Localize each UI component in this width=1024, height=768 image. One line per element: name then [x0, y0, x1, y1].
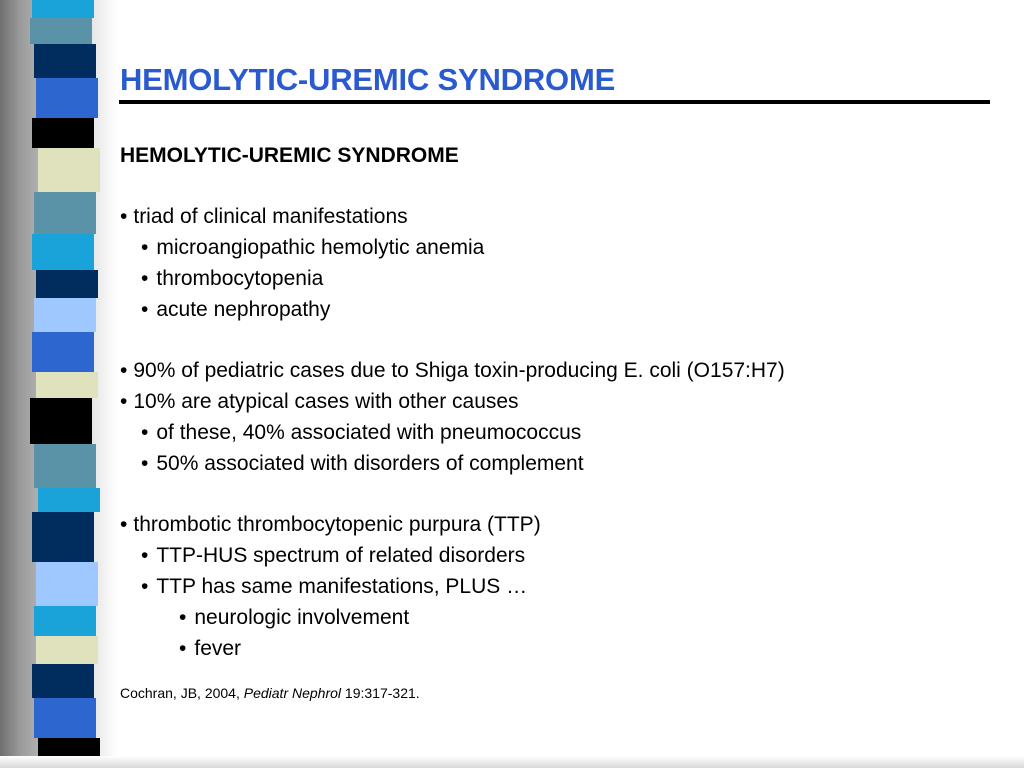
stripe	[32, 512, 94, 562]
slide-body	[120, 140, 1000, 704]
stripe	[32, 234, 94, 270]
bullet-icon: •	[120, 390, 128, 413]
bullet-text: microangiopathic hemolytic anemia	[156, 236, 485, 259]
stripe	[30, 398, 92, 444]
sub-bullet-item	[120, 263, 1000, 294]
slide-title: HEMOLYTIC-UREMIC SYNDROME	[120, 62, 616, 97]
bullet-text: 10% are atypical cases with other causes	[133, 390, 519, 413]
section-heading: HEMOLYTIC-UREMIC SYNDROME	[120, 144, 459, 167]
title-underline	[119, 100, 990, 104]
sub-bullet-item	[120, 232, 1000, 263]
decorative-stripe-column	[30, 0, 100, 768]
sub-sub-bullet-item	[120, 633, 1000, 664]
spacer	[120, 171, 1000, 201]
bottom-shadow	[0, 756, 1024, 768]
stripe	[32, 664, 94, 698]
bullet-text: triad of clinical manifestations	[133, 205, 408, 228]
citation	[120, 682, 1000, 704]
bullet-icon: •	[141, 298, 149, 321]
bullet-icon: •	[141, 267, 149, 290]
spacer	[120, 325, 1000, 355]
sub-sub-bullet-item	[120, 602, 1000, 633]
stripe	[36, 270, 98, 298]
stripe	[34, 444, 96, 488]
bullet-item	[120, 355, 1000, 386]
bullet-text: neurologic involvement	[194, 606, 410, 629]
bullet-icon: •	[141, 452, 149, 475]
bullet-icon: •	[141, 236, 149, 259]
bullet-icon: •	[141, 544, 149, 567]
stripe	[32, 118, 94, 148]
sub-bullet-item	[120, 294, 1000, 325]
citation-journal: Pediatr Nephrol	[243, 685, 342, 701]
citation-details: 19:317-321.	[341, 685, 420, 701]
stripe	[36, 372, 98, 398]
stripe	[30, 18, 92, 44]
bullet-icon: •	[179, 637, 187, 660]
stripe	[36, 636, 98, 664]
stripe	[38, 488, 100, 512]
bullet-text: thrombocytopenia	[156, 267, 324, 290]
bullet-icon: •	[120, 513, 128, 536]
bullet-item	[120, 386, 1000, 417]
sub-bullet-item	[120, 540, 1000, 571]
stripe	[34, 192, 96, 234]
stripe	[32, 0, 94, 18]
bullet-item	[120, 201, 1000, 232]
bullet-text: thrombotic thrombocytopenic purpura (TTP)	[133, 513, 541, 536]
citation-authors: Cochran, JB, 2004,	[120, 685, 244, 701]
bullet-icon: •	[120, 359, 128, 382]
stripe	[34, 298, 96, 332]
sub-bullet-item	[120, 448, 1000, 479]
sub-bullet-item	[120, 571, 1000, 602]
stripe	[32, 332, 94, 372]
bullet-icon: •	[179, 606, 187, 629]
stripe	[34, 698, 96, 738]
bullet-text: fever	[194, 637, 242, 660]
bullet-text: acute nephropathy	[156, 298, 331, 321]
stripe	[38, 148, 100, 192]
bullet-text: of these, 40% associated with pneumococcus	[156, 421, 582, 444]
bullet-icon: •	[141, 575, 149, 598]
bullet-icon: •	[141, 421, 149, 444]
stripe	[36, 78, 98, 118]
stripe	[34, 606, 96, 636]
bullet-text: TTP-HUS spectrum of related disorders	[156, 544, 526, 567]
bullet-icon: •	[120, 205, 128, 228]
bullet-text: TTP has same manifestations, PLUS …	[156, 575, 528, 598]
spacer	[120, 479, 1000, 509]
spacer	[120, 664, 1000, 674]
bullet-item	[120, 509, 1000, 540]
bullet-text: 90% of pediatric cases due to Shiga toxin-producing E. coli (O157:H7)	[133, 359, 785, 382]
stripe	[34, 44, 96, 78]
sub-bullet-item	[120, 417, 1000, 448]
stripe	[36, 562, 98, 606]
bullet-text: 50% associated with disorders of complement	[156, 452, 584, 475]
